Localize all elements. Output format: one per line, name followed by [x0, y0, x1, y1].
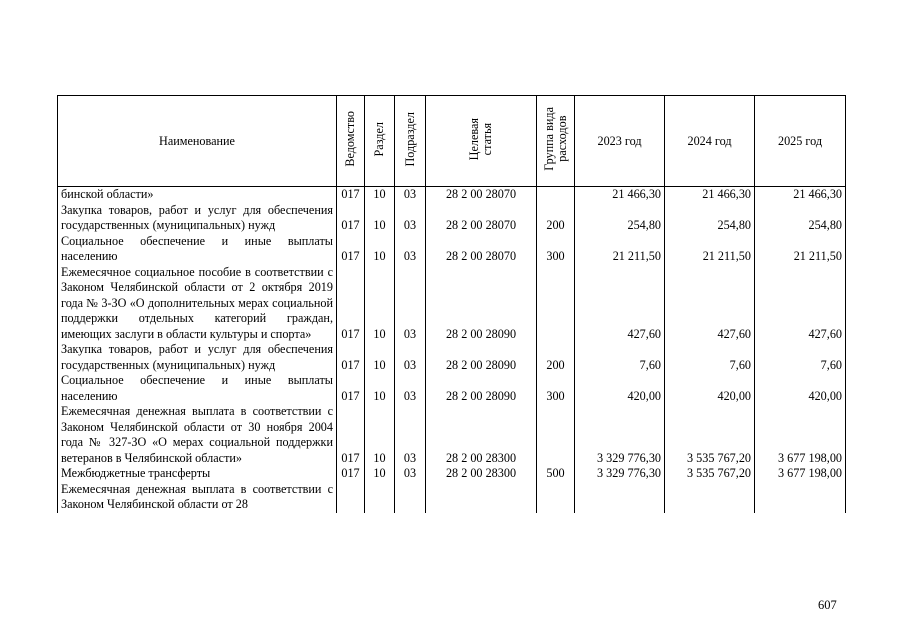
cell-dept: 017 [337, 234, 365, 265]
cell-2023: 21 211,50 [575, 234, 665, 265]
cell-2025: 427,60 [755, 265, 846, 343]
cell-group: 200 [537, 203, 575, 234]
cell-section: 10 [365, 466, 395, 482]
cell-article: 28 2 00 28070 [426, 234, 537, 265]
table-row [58, 404, 846, 466]
cell-section [365, 482, 395, 513]
header-2025: 2025 год [755, 96, 846, 187]
cell-2023: 7,60 [575, 342, 665, 373]
cell-dept: 017 [337, 404, 365, 466]
cell-name: Ежемесячная денежная выплата в соответствии с Законом Челябинской области от 30 ноября 2004 года № 327-ЗО «О мерах социальной поддержки ветеранов в Челябинской области» [58, 404, 337, 466]
cell-dept: 017 [337, 203, 365, 234]
table-row [58, 342, 846, 373]
cell-name: бинской области» [58, 187, 337, 203]
cell-2024 [665, 482, 755, 513]
table-row [58, 466, 846, 482]
cell-2023: 427,60 [575, 265, 665, 343]
cell-name: Закупка товаров, работ и услуг для обеспечения государственных (муниципальных) нужд [58, 203, 337, 234]
cell-2025: 3 677 198,00 [755, 466, 846, 482]
cell-article: 28 2 00 28090 [426, 265, 537, 343]
cell-group: 300 [537, 234, 575, 265]
cell-group: 300 [537, 373, 575, 404]
cell-article: 28 2 00 28300 [426, 404, 537, 466]
cell-2024: 254,80 [665, 203, 755, 234]
cell-article: 28 2 00 28070 [426, 203, 537, 234]
header-article: Целевая статья [426, 96, 537, 187]
cell-2023: 420,00 [575, 373, 665, 404]
cell-2023: 254,80 [575, 203, 665, 234]
cell-name: Ежемесячное социальное пособие в соответствии с Законом Челябинской области от 2 октября 2019 года № 3-ЗО «О дополнительных мерах социальной поддержки отдельных категорий граждан, имеющих заслуги в области культуры и спорта» [58, 265, 337, 343]
cell-article: 28 2 00 28090 [426, 373, 537, 404]
cell-dept: 017 [337, 466, 365, 482]
cell-name: Межбюджетные трансферты [58, 466, 337, 482]
header-2023: 2023 год [575, 96, 665, 187]
page-number: 607 [818, 598, 837, 612]
header-subsection: Подраздел [395, 96, 426, 187]
cell-article: 28 2 00 28300 [426, 466, 537, 482]
cell-subsection: 03 [395, 203, 426, 234]
cell-2025: 7,60 [755, 342, 846, 373]
cell-2024: 7,60 [665, 342, 755, 373]
cell-section: 10 [365, 404, 395, 466]
cell-group: 500 [537, 466, 575, 482]
cell-name: Ежемесячная денежная выплата в соответствии с Законом Челябинской области от 28 [58, 482, 337, 513]
cell-2025 [755, 482, 846, 513]
cell-group [537, 482, 575, 513]
cell-article [426, 482, 537, 513]
table-body [58, 187, 846, 513]
cell-2024: 21 466,30 [665, 187, 755, 203]
cell-dept [337, 482, 365, 513]
cell-subsection: 03 [395, 234, 426, 265]
cell-subsection: 03 [395, 404, 426, 466]
cell-2025: 254,80 [755, 203, 846, 234]
cell-section: 10 [365, 342, 395, 373]
cell-dept: 017 [337, 265, 365, 343]
cell-group [537, 265, 575, 343]
cell-2024: 3 535 767,20 [665, 404, 755, 466]
table-row [58, 234, 846, 265]
cell-section: 10 [365, 265, 395, 343]
cell-group: 200 [537, 342, 575, 373]
cell-2025: 420,00 [755, 373, 846, 404]
header-name: Наименование [58, 96, 337, 187]
header-section: Раздел [365, 96, 395, 187]
cell-2023: 3 329 776,30 [575, 466, 665, 482]
cell-article: 28 2 00 28090 [426, 342, 537, 373]
cell-section: 10 [365, 373, 395, 404]
cell-article: 28 2 00 28070 [426, 187, 537, 203]
header-group: Группа вида расходов [537, 96, 575, 187]
cell-subsection: 03 [395, 187, 426, 203]
cell-dept: 017 [337, 342, 365, 373]
table-row [58, 373, 846, 404]
cell-2024: 21 211,50 [665, 234, 755, 265]
cell-2024: 427,60 [665, 265, 755, 343]
cell-dept: 017 [337, 187, 365, 203]
cell-subsection: 03 [395, 265, 426, 343]
cell-subsection: 03 [395, 373, 426, 404]
cell-subsection: 03 [395, 342, 426, 373]
header-dept: Ведомство [337, 96, 365, 187]
cell-section: 10 [365, 203, 395, 234]
table-row [58, 187, 846, 203]
cell-2024: 420,00 [665, 373, 755, 404]
table-row [58, 203, 846, 234]
cell-section: 10 [365, 187, 395, 203]
cell-subsection: 03 [395, 466, 426, 482]
header-2024: 2024 год [665, 96, 755, 187]
cell-group [537, 404, 575, 466]
cell-2023 [575, 482, 665, 513]
cell-name: Социальное обеспечение и иные выплаты населению [58, 373, 337, 404]
budget-table [57, 95, 846, 513]
cell-2025: 21 211,50 [755, 234, 846, 265]
cell-dept: 017 [337, 373, 365, 404]
cell-2025: 3 677 198,00 [755, 404, 846, 466]
table-row [58, 265, 846, 343]
cell-2023: 21 466,30 [575, 187, 665, 203]
cell-name: Социальное обеспечение и иные выплаты населению [58, 234, 337, 265]
table-header-row [58, 96, 846, 187]
cell-subsection [395, 482, 426, 513]
cell-2023: 3 329 776,30 [575, 404, 665, 466]
cell-name: Закупка товаров, работ и услуг для обеспечения государственных (муниципальных) нужд [58, 342, 337, 373]
cell-2024: 3 535 767,20 [665, 466, 755, 482]
table-row [58, 482, 846, 513]
cell-section: 10 [365, 234, 395, 265]
cell-2025: 21 466,30 [755, 187, 846, 203]
cell-group [537, 187, 575, 203]
